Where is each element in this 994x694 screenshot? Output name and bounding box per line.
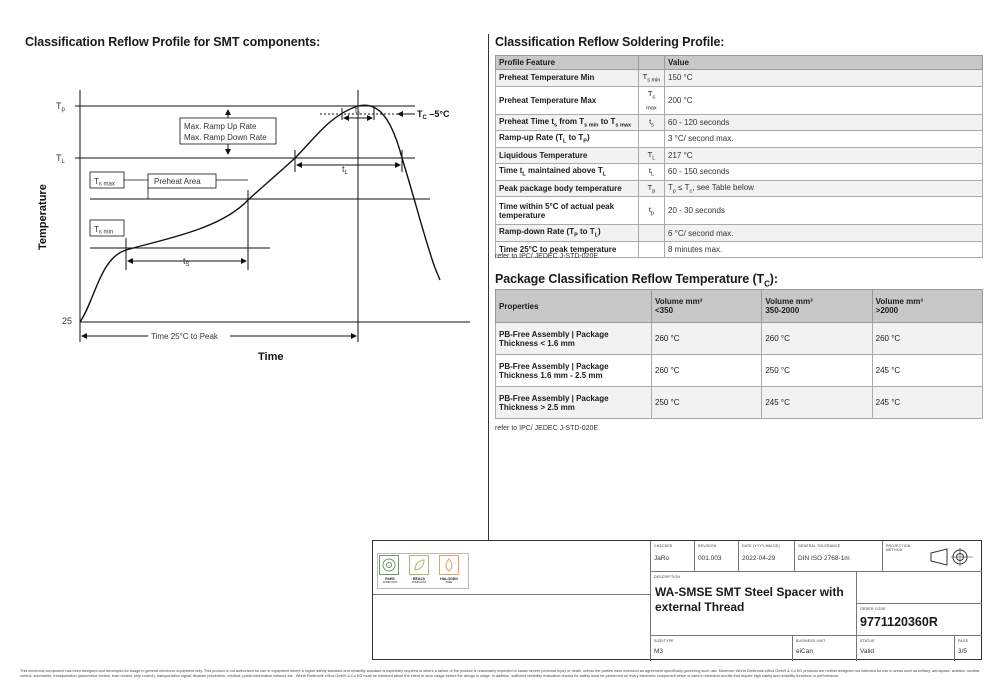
date-value: 2022-04-29 (742, 555, 776, 562)
ts-time-label: $t_S$ (183, 256, 190, 268)
legal-disclaimer: This electronic component has been designed and developed for usage in general electronic equipment only. This product is not authorized for use in equipment where a higher safety standard and reliability standard is especially required or where a failure of the product is reasonably expected to cause severe personal injury or death, unless the parties have executed an agreement specifically governing such use. Moreover Würth Elektronik eiSos GmbH & Co KG products are neither designed nor intended for use in areas such as military, aerospace, aviation, nuclear control, submarine, transportation (automotive control, train control, ship control), transportation signal, disaster prevention, medical, public information network etc.. Würth Elektronik eiSos GmbH & Co KG must be informed about the intent of such usage before the design-in stage. In addition, sufficient reliability evaluation checks for safety must be performed on every electronic component which is used in electrical circuits that require high safety and reliability functions or performance. (20, 669, 980, 678)
page-value: 3/5 (958, 648, 968, 655)
preheat-label: Preheat Area (154, 177, 201, 186)
table-row: Liquidous Temperature $T_L$ 217 °C (496, 147, 983, 164)
package-classification-title: Package Classification Reflow Temperature $(T_C)$: (495, 272, 778, 289)
ramp-up-label: Max. Ramp Up Rate (184, 122, 257, 131)
order-code: 9771120360R (860, 615, 938, 629)
size-value: M3 (654, 648, 664, 655)
table-row: Ramp-down Rate ($T_P$ to $T_L$) 6 °C/ second max. (496, 225, 983, 242)
tl-axis-label: $T_L$ (56, 153, 65, 165)
y25-label: 25 (62, 316, 73, 326)
table-row: Preheat Temperature Min $T_{s min}$ 150 °C (496, 70, 983, 87)
compliance-badges: RoHS COMPLIANT REACh COMPLIANT HALOGEN FREE (373, 541, 651, 595)
soldering-profile-table (495, 55, 983, 258)
table-row: PB-Free Assembly | Package Thickness > 2.5 mm 250 °C 245 °C 245 °C (496, 387, 983, 419)
col-header (639, 56, 665, 70)
peak-time-label: Time 25°C to Peak (151, 332, 218, 341)
business-unit-value: eiCan (796, 648, 813, 655)
col-header: Volume mm³ <350 (652, 290, 762, 323)
col-header: Properties (496, 290, 652, 323)
table-row: Peak package body temperature $T_p$ $T_p \le T_c$, see Table below (496, 180, 983, 197)
reflow-profile-diagram (30, 90, 480, 370)
table-row: Preheat Temperature Max $T_{s max}$ 200 °C (496, 86, 983, 114)
reach-leaf-icon (409, 555, 429, 575)
table-row: Time $t_L$ maintained above $T_L$ $t_L$ 60 - 150 seconds (496, 164, 983, 181)
rohs-icon (379, 555, 399, 575)
table-row: Time 25°C to peak temperature 8 minutes max. (496, 241, 983, 257)
tl-time-label: $t_L$ (342, 164, 348, 176)
col-header: Volume mm³ 350-2000 (762, 290, 872, 323)
table-row: Time within 5°C of actual peak temperature $t_p$ 20 - 30 seconds (496, 197, 983, 225)
package-note: refer to IPC/ JEDEC J-STD-020E (495, 425, 599, 432)
product-description: WA-SMSE SMT Steel Spacer with external Thread (655, 585, 844, 614)
projection-method-icon (927, 547, 977, 567)
col-header: Profile Feature (496, 56, 639, 70)
table-row: Preheat Time $t_s$ from $T_{s min}$ to $T_{s max}$ $t_s$ 60 - 120 seconds (496, 114, 983, 131)
title-block: RoHS COMPLIANT REACh COMPLIANT HALOGEN FREE CHECKED JaRo REVISION 001.003 DATE (YYYY-MM-DD) 2022-04-29 GENERAL TOLERANCE DIN ISO 2768-1m PROJECTION METHOD DESCRIPTION WA-SMSE SMT Steel Spacer with external Thread ORDER CODE 9771120360R SIZE/TYPE M3 BUSINESS UNIT eiCan STATUS Valid PAGE 3/5 (372, 540, 982, 660)
solder-note: refer to IPC/ JEDEC J-STD-020E (495, 253, 599, 260)
package-classification-table (495, 289, 983, 419)
halogen-flame-icon (439, 555, 459, 575)
y-axis-title: Temperature (37, 184, 49, 250)
col-header: Volume mm³ >2000 (872, 290, 982, 323)
revision-value: 001.003 (698, 555, 722, 562)
ramp-down-label: Max. Ramp Down Rate (184, 133, 267, 142)
col-header: Value (665, 56, 983, 70)
x-axis-title: Time (258, 351, 284, 363)
tc-label: $T_C$ –5°C (417, 109, 450, 121)
tp-axis-label: $T_p$ (56, 101, 65, 113)
column-divider (488, 34, 489, 540)
tsmax-label: Ts max (94, 177, 115, 188)
tolerance-value: DIN ISO 2768-1m (798, 555, 850, 562)
tp-time-label: tp (355, 106, 361, 117)
status-value: Valid (860, 648, 874, 655)
table-row: PB-Free Assembly | Package Thickness < 1.6 mm 260 °C 260 °C 260 °C (496, 323, 983, 355)
table-row: Ramp-up Rate ($T_L$ to $T_P$) 3 °C/ second max. (496, 131, 983, 148)
checked-value: JaRo (654, 555, 670, 562)
reflow-profile-title: Classification Reflow Profile for SMT components: (25, 35, 321, 49)
table-row: PB-Free Assembly | Package Thickness 1.6 mm - 2.5 mm 260 °C 250 °C 245 °C (496, 355, 983, 387)
tsmin-label: Ts min (94, 225, 114, 236)
soldering-profile-title: Classification Reflow Soldering Profile: (495, 35, 725, 49)
